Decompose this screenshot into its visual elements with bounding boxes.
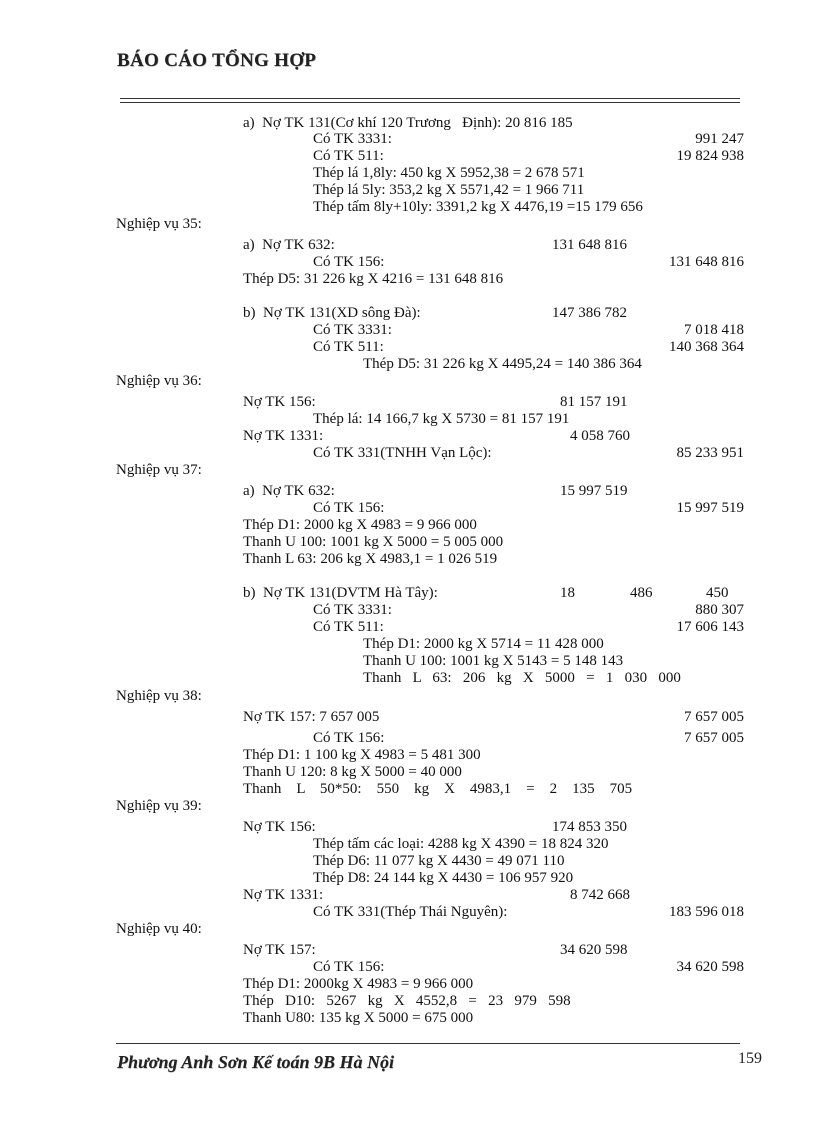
section-heading: Nghiệp vụ 38: bbox=[116, 688, 202, 704]
entry-line: Thép lá 1,8ly: 450 kg X 5952,38 = 2 678 571 bbox=[313, 165, 585, 181]
entry-line: Thanh L 63: 206 kg X 5000 = 1 030 000 bbox=[363, 670, 681, 686]
entry-line: Thép D6: 11 077 kg X 4430 = 49 071 110 bbox=[313, 853, 565, 869]
entry-line: Có TK 3331: bbox=[313, 322, 392, 338]
entry-line: Nợ TK 156: bbox=[243, 394, 316, 410]
page-number: 159 bbox=[738, 1050, 762, 1067]
entry-line: Thép D5: 31 226 kg X 4216 = 131 648 816 bbox=[243, 271, 504, 287]
entry-amount: 81 157 191 bbox=[560, 394, 628, 410]
entry-amount: 7 657 005 bbox=[684, 730, 744, 746]
entry-amount: 19 824 938 bbox=[676, 148, 744, 164]
entry-amount: 4 058 760 bbox=[570, 428, 630, 444]
entry-amount: 131 648 816 bbox=[552, 237, 627, 253]
entry-line: Thép D8: 24 144 kg X 4430 = 106 957 920 bbox=[313, 870, 574, 886]
entry-line: Có TK 3331: bbox=[313, 602, 392, 618]
entry-line: Có TK 156: bbox=[313, 500, 385, 516]
footer-rule bbox=[116, 1043, 740, 1044]
entry-amount: 450 bbox=[706, 585, 729, 601]
entry-amount: 131 648 816 bbox=[669, 254, 744, 270]
entry-line: Thanh L 50*50: 550 kg X 4983,1 = 2 135 705 bbox=[243, 781, 633, 797]
entry-line: b) Nợ TK 131(XD sông Đà): bbox=[243, 305, 421, 321]
section-heading: Nghiệp vụ 36: bbox=[116, 373, 202, 389]
entry-line: Có TK 156: bbox=[313, 730, 385, 746]
entry-amount: 880 307 bbox=[695, 602, 744, 618]
entry-line: Có TK 511: bbox=[313, 619, 384, 635]
entry-line: Thép D1: 2000 kg X 5714 = 11 428 000 bbox=[363, 636, 604, 652]
entry-line: Nợ TK 156: bbox=[243, 819, 316, 835]
entry-line: Nợ TK 157: 7 657 005 bbox=[243, 709, 380, 725]
entry-line: Thanh U 100: 1001 kg X 5143 = 5 148 143 bbox=[363, 653, 624, 669]
section-heading: Nghiệp vụ 37: bbox=[116, 462, 202, 478]
entry-amount: 991 247 bbox=[695, 131, 744, 147]
entry-line: a) Nợ TK 131(Cơ khí 120 Trương Định): 20 816 185 bbox=[243, 115, 573, 131]
entry-line: Thép tấm 8ly+10ly: 3391,2 kg X 4476,19 =15 179 656 bbox=[313, 199, 643, 215]
entry-amount: 34 620 598 bbox=[676, 959, 744, 975]
entry-line: a) Nợ TK 632: bbox=[243, 483, 335, 499]
entry-line: a) Nợ TK 632: bbox=[243, 237, 335, 253]
entry-amount: 174 853 350 bbox=[552, 819, 627, 835]
entry-amount: 183 596 018 bbox=[669, 904, 744, 920]
entry-amount: 7 657 005 bbox=[684, 709, 744, 725]
entry-amount: 18 bbox=[560, 585, 575, 601]
entry-line: Thanh U 100: 1001 kg X 5000 = 5 005 000 bbox=[243, 534, 504, 550]
entry-line: Thép lá: 14 166,7 kg X 5730 = 81 157 191 bbox=[313, 411, 570, 427]
entry-line: Thép D5: 31 226 kg X 4495,24 = 140 386 364 bbox=[363, 356, 642, 372]
entry-line: Thép lá 5ly: 353,2 kg X 5571,42 = 1 966 711 bbox=[313, 182, 585, 198]
entry-amount: 8 742 668 bbox=[570, 887, 630, 903]
entry-line: Có TK 331(TNHH Vạn Lộc): bbox=[313, 445, 492, 461]
entry-line: Nợ TK 1331: bbox=[243, 887, 324, 903]
section-heading: Nghiệp vụ 40: bbox=[116, 921, 202, 937]
entry-amount: 85 233 951 bbox=[676, 445, 744, 461]
entry-line: Thép D1: 2000kg X 4983 = 9 966 000 bbox=[243, 976, 474, 992]
entry-line: Thép D1: 2000 kg X 4983 = 9 966 000 bbox=[243, 517, 477, 533]
entry-line: Thép D10: 5267 kg X 4552,8 = 23 979 598 bbox=[243, 993, 571, 1009]
entry-line: b) Nợ TK 131(DVTM Hà Tây): bbox=[243, 585, 438, 601]
entry-line: Có TK 511: bbox=[313, 339, 384, 355]
entry-amount: 34 620 598 bbox=[560, 942, 628, 958]
entry-line: Thanh U 120: 8 kg X 5000 = 40 000 bbox=[243, 764, 462, 780]
footer-author: Phương Anh Sơn Kế toán 9B Hà Nội bbox=[117, 1052, 395, 1072]
entry-line: Có TK 156: bbox=[313, 254, 385, 270]
entry-line: Thép D1: 1 100 kg X 4983 = 5 481 300 bbox=[243, 747, 481, 763]
entry-line: Có TK 156: bbox=[313, 959, 385, 975]
entry-line: Có TK 331(Thép Thái Nguyên): bbox=[313, 904, 508, 920]
entry-amount: 15 997 519 bbox=[676, 500, 744, 516]
entry-line: Nợ TK 1331: bbox=[243, 428, 324, 444]
page-header-title: BÁO CÁO TỔNG HỢP bbox=[117, 50, 317, 71]
entry-line: Thanh U80: 135 kg X 5000 = 675 000 bbox=[243, 1010, 474, 1026]
entry-line: Thanh L 63: 206 kg X 4983,1 = 1 026 519 bbox=[243, 551, 498, 567]
entry-amount: 17 606 143 bbox=[676, 619, 744, 635]
entry-line: Thép tấm các loại: 4288 kg X 4390 = 18 824 320 bbox=[313, 836, 609, 852]
header-double-rule bbox=[120, 98, 740, 103]
entry-amount: 15 997 519 bbox=[560, 483, 628, 499]
section-heading: Nghiệp vụ 39: bbox=[116, 798, 202, 814]
entry-amount: 147 386 782 bbox=[552, 305, 627, 321]
entry-line: Có TK 511: bbox=[313, 148, 384, 164]
entry-amount: 486 bbox=[630, 585, 653, 601]
section-heading: Nghiệp vụ 35: bbox=[116, 216, 202, 232]
entry-line: Nợ TK 157: bbox=[243, 942, 316, 958]
entry-amount: 7 018 418 bbox=[684, 322, 744, 338]
entry-amount: 140 368 364 bbox=[669, 339, 744, 355]
entry-line: Có TK 3331: bbox=[313, 131, 392, 147]
